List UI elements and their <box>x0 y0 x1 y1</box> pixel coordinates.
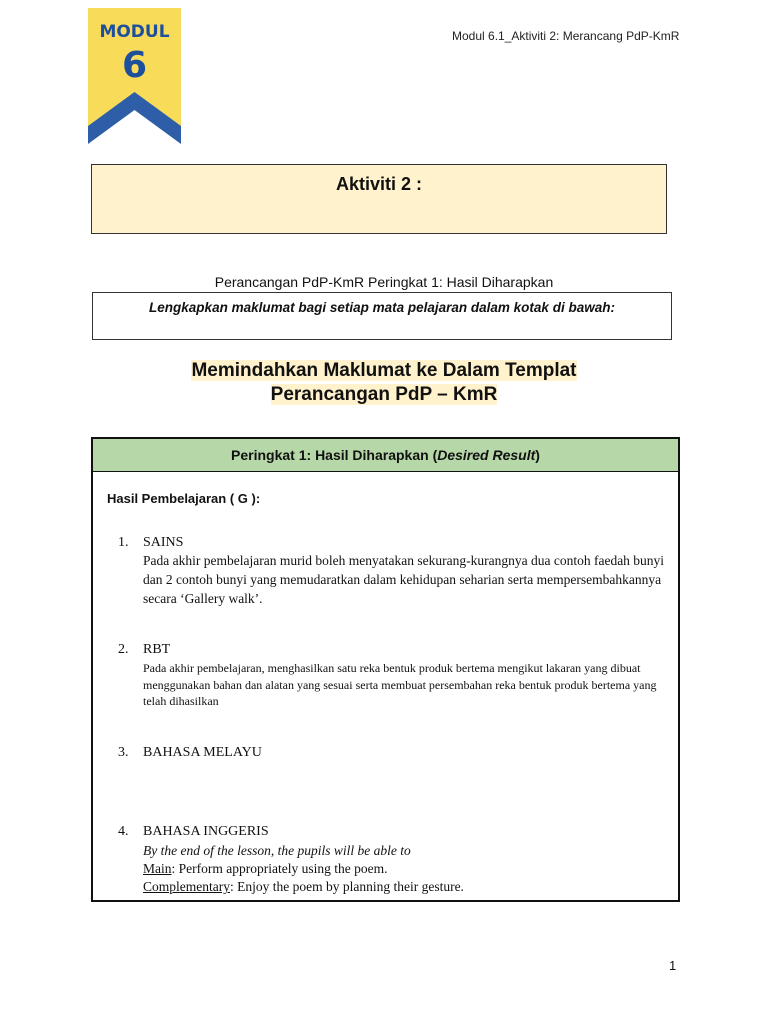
table-header <box>93 439 678 472</box>
item-intro: By the end of the lesson, the pupils will be able to <box>143 843 411 858</box>
item-subject: RBT <box>143 642 171 657</box>
page-number: 1 <box>669 958 677 973</box>
item-number: 4. <box>118 824 129 839</box>
item-number: 3. <box>118 745 129 760</box>
main-title-line1: Memindahkan Maklumat ke Dalam Templat <box>191 360 577 381</box>
main-title-line2: Perancangan PdP – KmR <box>270 384 498 405</box>
complementary-objective-label: Complementary <box>143 879 230 894</box>
modul-6-badge <box>88 8 181 144</box>
table-header-italic: Desired Result <box>437 447 536 463</box>
item-description <box>143 842 683 896</box>
item-subject: BAHASA INGGERIS <box>143 824 269 839</box>
table-header-prefix: Peringkat 1: Hasil Diharapkan ( <box>231 447 438 463</box>
item-description: Pada akhir pembelajaran, menghasilkan satu reka bentuk produk bertema mengikut lakaran yang dibuat menggunakan bahan dan alatan yang sesuai serta membuat persembahan reka bentuk produk bertema yang telah dihasilkan <box>143 661 657 708</box>
running-header: Modul 6.1_Aktiviti 2: Merancang PdP-KmR <box>452 29 680 43</box>
main-objective-text: : Perform appropriately using the poem. <box>171 861 388 876</box>
desired-result-table <box>91 437 680 902</box>
table-header-suffix: ) <box>535 447 540 463</box>
main-title <box>0 359 768 407</box>
item-description: Pada akhir pembelajaran murid boleh menyatakan sekurang-kurangnya dua contoh faedah bunyi dan 2 contoh bunyi yang memudaratkan dalam kehidupan seharian serta mempersembahkannya secara ‘Gallery walk’. <box>143 553 665 606</box>
learning-outcome-label: Hasil Pembelajaran ( G ): <box>107 491 261 506</box>
complementary-objective-text: : Enjoy the poem by planning their gesture. <box>229 879 464 894</box>
item-number: 1. <box>118 535 129 550</box>
main-objective-label: Main <box>143 861 172 876</box>
badge-modul-text: MODUL <box>99 22 170 42</box>
modul-badge-graphic <box>88 8 181 144</box>
section-subtitle: Perancangan PdP-KmR Peringkat 1: Hasil Diharapkan <box>214 274 554 290</box>
instruction-text: Lengkapkan maklumat bagi setiap mata pelajaran dalam kotak di bawah: <box>149 300 615 315</box>
activity-box <box>91 164 667 234</box>
badge-number-text: 6 <box>121 45 148 86</box>
instruction-box <box>92 292 672 340</box>
item-number: 2. <box>118 642 129 657</box>
item-subject: BAHASA MELAYU <box>143 745 262 760</box>
activity-title: Aktiviti 2 : <box>335 174 423 194</box>
item-subject: SAINS <box>143 535 184 550</box>
